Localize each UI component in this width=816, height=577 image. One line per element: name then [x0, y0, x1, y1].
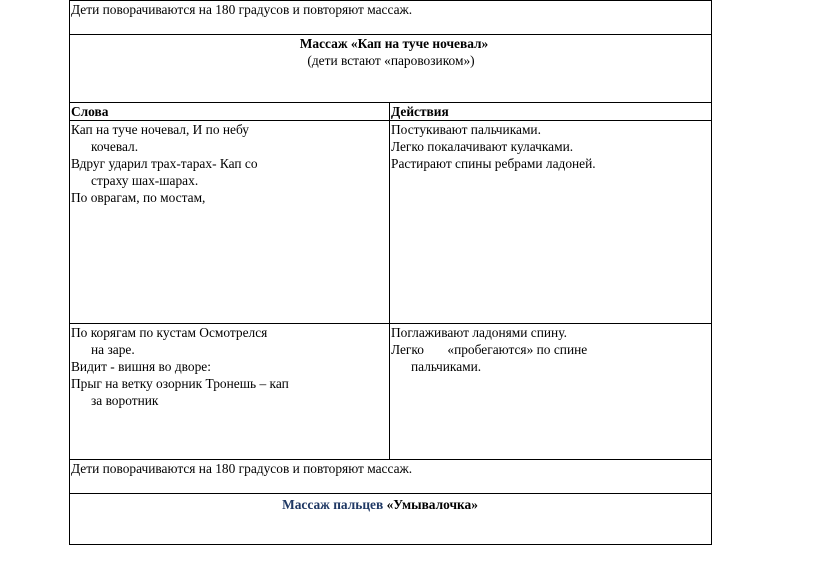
block2-word-line: По корягам по кустам Осмотрелся — [71, 325, 268, 340]
massage2-title-row — [70, 494, 712, 545]
header-row — [70, 103, 712, 121]
massage1-subtitle: (дети встают «паровозиком») — [307, 53, 475, 68]
block1-word-line: Вдруг ударил трах-тарах- Кап со — [71, 156, 258, 171]
block2-word-line: на заре. — [91, 342, 135, 357]
block2-action-line: пальчиками. — [411, 359, 482, 374]
top-note-text: Дети поворачиваются на 180 градусов и повторяют массаж. — [71, 2, 413, 17]
block1-action-line: Легко покалачивают кулачками. — [391, 139, 574, 154]
block2-action-line: Легко «пробегаются» по спине — [391, 342, 588, 357]
massage1-title-cell — [70, 35, 712, 103]
top-note-row — [70, 1, 712, 35]
massage-table — [69, 0, 712, 545]
block1-words-cell — [70, 121, 390, 324]
massage2-title-part2: «Умывалочка» — [383, 497, 478, 512]
block1-action-line: Растирают спины ребрами ладоней. — [391, 156, 596, 171]
massage1-title-row — [70, 35, 712, 103]
block1-word-line: Кап на туче ночевал, И по небу — [71, 122, 250, 137]
block2-action-line: Поглаживают ладонями спину. — [391, 325, 567, 340]
block2-word-line: за воротник — [91, 393, 159, 408]
block2-word-line: Прыг на ветку озорник Тронешь – кап — [71, 376, 289, 391]
actions-header: Действия — [390, 103, 712, 121]
bottom-note-text: Дети поворачиваются на 180 градусов и повторяют массаж. — [71, 461, 413, 476]
bottom-note-cell — [70, 460, 712, 494]
block2-word-line: Видит - вишня во дворе: — [71, 359, 211, 374]
block2-actions-cell — [390, 324, 712, 460]
block1-action-line: Постукивают пальчиками. — [391, 122, 541, 137]
block1-actions-cell — [390, 121, 712, 324]
massage1-title: Массаж «Кап на туче ночевал» — [299, 36, 489, 51]
bottom-note-row — [70, 460, 712, 494]
words-header: Слова — [70, 103, 390, 121]
block2-row — [70, 324, 712, 460]
massage2-title — [49, 494, 711, 513]
top-note-cell — [70, 1, 712, 35]
block1-row — [70, 121, 712, 324]
block1-word-line: кочевал. — [91, 139, 139, 154]
massage2-title-part1: Массаж пальцев — [282, 497, 384, 512]
block1-word-line: По оврагам, по мостам, — [71, 190, 206, 205]
block1-word-line: страху шах-шарах. — [91, 173, 199, 188]
block2-words-cell — [70, 324, 390, 460]
massage2-title-cell — [70, 494, 712, 545]
